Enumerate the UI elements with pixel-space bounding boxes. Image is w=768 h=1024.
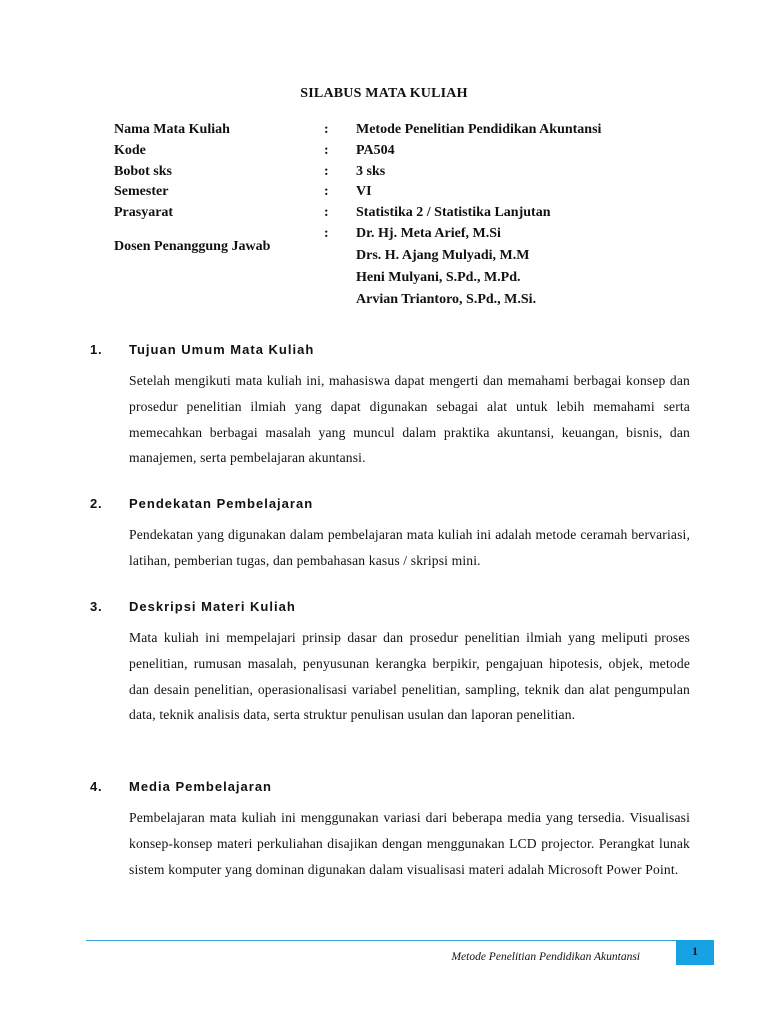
- info-value: 3 sks: [356, 163, 386, 179]
- section-objectives: [90, 342, 690, 471]
- info-row-credits: [114, 164, 714, 185]
- section-heading: [90, 342, 690, 368]
- info-label: Dosen Penanggung Jawab: [114, 238, 271, 254]
- info-value: PA504: [356, 142, 395, 158]
- info-separator: :: [324, 184, 329, 200]
- lecturer-name: Heni Mulyani, S.Pd., M.Pd.: [356, 269, 521, 285]
- section-title: Pendekatan Pembelajaran: [129, 496, 314, 511]
- lecturer-name: Dr. Hj. Meta Arief, M.Si: [356, 225, 501, 241]
- info-separator: :: [324, 205, 329, 221]
- info-value: VI: [356, 184, 372, 200]
- section-media: [90, 779, 690, 882]
- lecturer-name: Arvian Triantoro, S.Pd., M.Si.: [356, 291, 537, 307]
- info-label: Prasyarat: [114, 205, 174, 221]
- section-number: 3.: [90, 599, 103, 614]
- info-label: Semester: [114, 184, 169, 200]
- info-row-code: [114, 143, 714, 164]
- info-row-semester: [114, 184, 714, 205]
- section-heading: [90, 496, 690, 522]
- section-title: Tujuan Umum Mata Kuliah: [129, 342, 315, 357]
- section-number: 1.: [90, 342, 103, 357]
- info-row-name: [114, 122, 714, 143]
- info-label: Bobot sks: [114, 163, 172, 179]
- info-value: Metode Penelitian Pendidikan Akuntansi: [356, 122, 602, 137]
- section-title: Media Pembelajaran: [129, 779, 272, 794]
- info-separator: :: [324, 122, 329, 137]
- section-description: [90, 599, 690, 728]
- info-row-prerequisite: [114, 205, 714, 226]
- section-paragraph: Mata kuliah ini mempelajari prinsip dasar dan prosedur penelitian ilmiah yang meliputi proses penelitian, rumusan masalah, penyusunan kerangka berpikir, pengajuan hipotesis, objek, metode dan desain penelitian, operasionalisasi variabel penelitian, sampling, teknik dan alat pengumpulan data, teknik analisis data, serta struktur penulisan usulan dan laporan penelitian.: [129, 630, 690, 723]
- section-heading: [90, 599, 690, 625]
- section-paragraph: Pembelajaran mata kuliah ini menggunakan variasi dari beberapa media yang tersedia. Visualisasi konsep-konsep materi perkuliahan disajikan dengan menggunakan LCD projector. Perangkat lunak sistem komputer yang dominan digunakan dalam visualisasi materi adalah Microsoft Power Point.: [129, 810, 690, 877]
- section-title: Deskripsi Materi Kuliah: [129, 599, 296, 614]
- section-heading: [90, 779, 690, 805]
- info-separator: :: [324, 225, 329, 241]
- document-title: SILABUS MATA KULIAH: [300, 86, 468, 101]
- section-paragraph: Pendekatan yang digunakan dalam pembelajaran mata kuliah ini adalah metode ceramah bervariasi, latihan, pemberian tugas, dan pembahasan kasus / skripsi mini.: [129, 527, 690, 568]
- info-value: Statistika 2 / Statistika Lanjutan: [356, 205, 551, 221]
- info-label: Kode: [114, 142, 146, 158]
- section-paragraph: Setelah mengikuti mata kuliah ini, mahasiswa dapat mengerti dan memahami berbagai konsep dan prosedur penelitian ilmiah yang dapat digunakan sebagai alat untuk lebih memahami serta memecahkan berbagai masalah yang muncul dalam praktika akuntansi, keuangan, bisnis, dan manajemen, serta pembelajaran akuntansi.: [129, 373, 690, 466]
- lecturer-list: [356, 226, 536, 314]
- info-separator: :: [324, 163, 329, 179]
- course-info: [114, 122, 714, 310]
- page-number: 1: [676, 940, 714, 965]
- lecturer-name: Drs. H. Ajang Mulyadi, M.M: [356, 247, 530, 263]
- footer-divider: [86, 940, 676, 941]
- section-number: 2.: [90, 496, 103, 511]
- section-number: 4.: [90, 779, 103, 794]
- section-approach: [90, 496, 690, 574]
- info-label: Nama Mata Kuliah: [114, 122, 230, 137]
- footer-course-name: Metode Penelitian Pendidikan Akuntansi: [451, 951, 640, 963]
- info-row-lecturers: [114, 226, 714, 310]
- info-separator: :: [324, 142, 329, 158]
